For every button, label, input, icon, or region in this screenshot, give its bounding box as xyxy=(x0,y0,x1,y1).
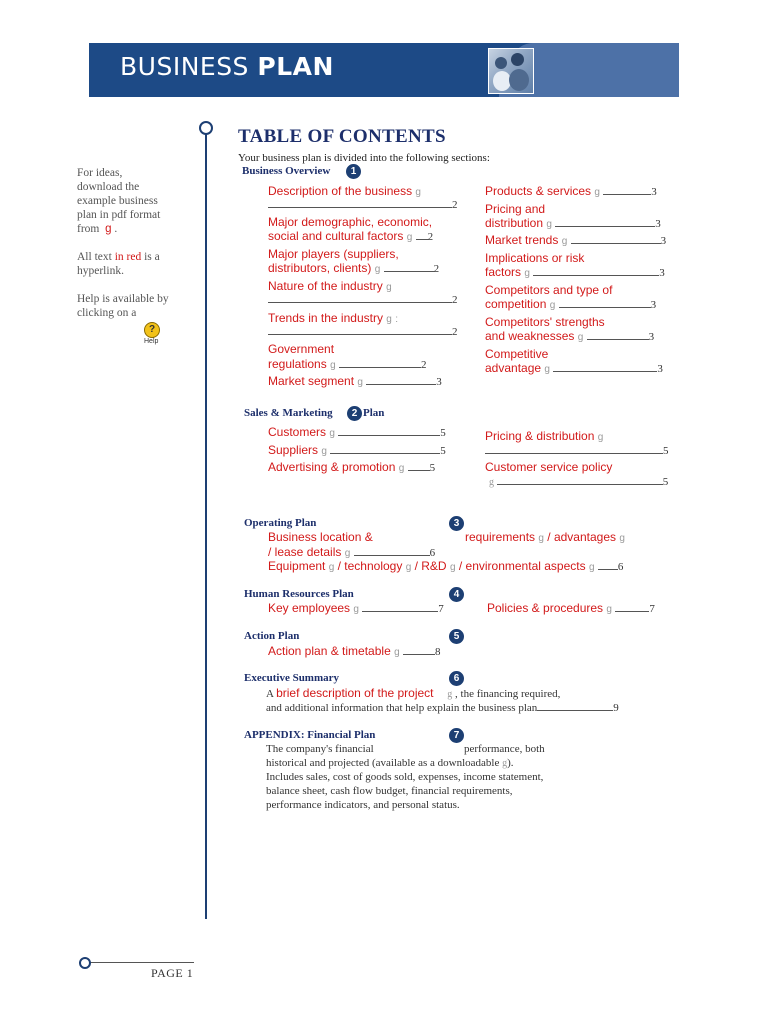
section-sales-marketing: Sales & Marketing xyxy=(244,407,333,419)
toc-link[interactable]: Competitive xyxy=(485,347,549,361)
header-banner xyxy=(89,43,679,97)
toc-link[interactable]: regulations g 2 xyxy=(268,357,427,371)
toc-link[interactable]: Trends in the industry g : xyxy=(268,311,398,325)
download-link[interactable]: g xyxy=(105,223,112,235)
toc-link[interactable]: Major demographic, economic, xyxy=(268,215,433,229)
appendix-text: performance indicators, and personal status. xyxy=(266,799,460,811)
toc-link[interactable]: and weaknesses g 3 xyxy=(485,329,655,343)
page-number: PAGE 1 xyxy=(151,966,194,980)
toc-link[interactable]: Competitors and type of xyxy=(485,283,613,297)
section-operating-plan: Operating Plan xyxy=(244,517,317,529)
divider-ring-top xyxy=(199,121,213,135)
toc-link[interactable]: requirements g / advantages g xyxy=(465,530,625,544)
toc-link[interactable]: competition g 3 xyxy=(485,297,657,311)
toc-link[interactable]: brief description of the project xyxy=(276,686,434,700)
toc-intro: Your business plan is divided into the following sections: xyxy=(238,152,490,164)
exec-summary-line: and additional information that help explain the business plan 9 xyxy=(266,702,619,714)
toc-link[interactable]: Pricing and xyxy=(485,202,546,216)
toc-link[interactable]: social and cultural factors g 2 xyxy=(268,229,434,243)
section-number-badge: 4 xyxy=(449,587,464,602)
toc-link[interactable]: Government xyxy=(268,342,335,356)
appendix-text: balance sheet, cash flow budget, financial requirements, xyxy=(266,785,513,797)
appendix-text: The company's financial xyxy=(266,743,374,755)
toc-title: TABLE OF CONTENTS xyxy=(238,126,446,147)
toc-link[interactable]: Description of the business g xyxy=(268,184,421,198)
toc-link[interactable]: Market trends g 3 xyxy=(485,233,667,247)
toc-leader: 5 xyxy=(485,443,669,457)
toc-link[interactable]: Major players (suppliers, xyxy=(268,247,399,261)
document-title: BUSINESS PLAN xyxy=(120,52,334,81)
toc-link[interactable]: Nature of the industry g xyxy=(268,279,392,293)
section-number-badge: 7 xyxy=(449,728,464,743)
toc-link[interactable]: distribution g 3 xyxy=(485,216,661,230)
help-icon[interactable]: ? xyxy=(144,322,160,338)
section-appendix: APPENDIX: Financial Plan xyxy=(244,729,376,741)
toc-link[interactable]: Policies & procedures g 7 xyxy=(487,601,655,615)
section-human-resources: Human Resources Plan xyxy=(244,588,354,600)
sidebar-help-note: Help is available by clicking on a xyxy=(77,293,169,319)
vertical-divider xyxy=(205,131,207,919)
exec-summary-line: A brief description of the project g , the financing required, xyxy=(266,686,561,700)
appendix-text: historical and projected (available as a downloadable g). xyxy=(266,757,514,769)
toc-leader: g 5 xyxy=(489,476,669,488)
toc-link[interactable]: Key employees g 7 xyxy=(268,601,444,615)
footer-ring xyxy=(79,957,91,969)
section-number-badge: 6 xyxy=(449,671,464,686)
toc-link[interactable]: factors g 3 xyxy=(485,265,665,279)
toc-link[interactable]: Equipment g / technology g / R&D g / environmental aspects g 6 xyxy=(268,559,624,573)
section-number-badge: 1 xyxy=(346,164,361,179)
section-number-badge: 2 xyxy=(347,406,362,421)
appendix-text: performance, both xyxy=(464,743,545,755)
help-label: Help xyxy=(144,338,159,345)
toc-leader: 2 xyxy=(268,324,458,338)
toc-link[interactable]: Customer service policy xyxy=(485,460,613,474)
toc-link[interactable]: Competitors' strengths xyxy=(485,315,605,329)
toc-leader: 2 xyxy=(268,292,458,306)
business-people-image xyxy=(488,48,534,94)
section-business-overview: Business Overview xyxy=(242,165,331,177)
section-sales-marketing-suffix: Plan xyxy=(363,407,385,419)
toc-link[interactable]: Suppliers g 5 xyxy=(268,443,446,457)
section-number-badge: 5 xyxy=(449,629,464,644)
toc-link[interactable]: Pricing & distribution g xyxy=(485,429,604,443)
toc-leader: 2 xyxy=(268,197,458,211)
section-action-plan: Action Plan xyxy=(244,630,300,642)
toc-link[interactable]: distributors, clients) g 2 xyxy=(268,261,440,275)
sidebar-ideas-note: For ideas, download the example business plan in pdf format from g . xyxy=(77,167,161,235)
sidebar-red-note: All text in red is a hyperlink. xyxy=(77,251,160,277)
toc-link[interactable]: Products & services g 3 xyxy=(485,184,657,198)
download-link[interactable]: g xyxy=(502,758,508,769)
toc-link[interactable]: Advertising & promotion g 5 xyxy=(268,460,436,474)
toc-link[interactable]: / lease details g 6 xyxy=(268,545,436,559)
footer-rule xyxy=(88,962,194,963)
toc-link[interactable]: Customers g 5 xyxy=(268,425,446,439)
toc-link[interactable]: Market segment g 3 xyxy=(268,374,442,388)
appendix-text: Includes sales, cost of goods sold, expenses, income statement, xyxy=(266,771,544,783)
section-executive-summary: Executive Summary xyxy=(244,672,340,684)
section-number-badge: 3 xyxy=(449,516,464,531)
toc-link[interactable]: advantage g 3 xyxy=(485,361,663,375)
toc-link[interactable]: Action plan & timetable g 8 xyxy=(268,644,441,658)
toc-link[interactable]: Business location & xyxy=(268,530,373,544)
toc-link[interactable]: Implications or risk xyxy=(485,251,585,265)
